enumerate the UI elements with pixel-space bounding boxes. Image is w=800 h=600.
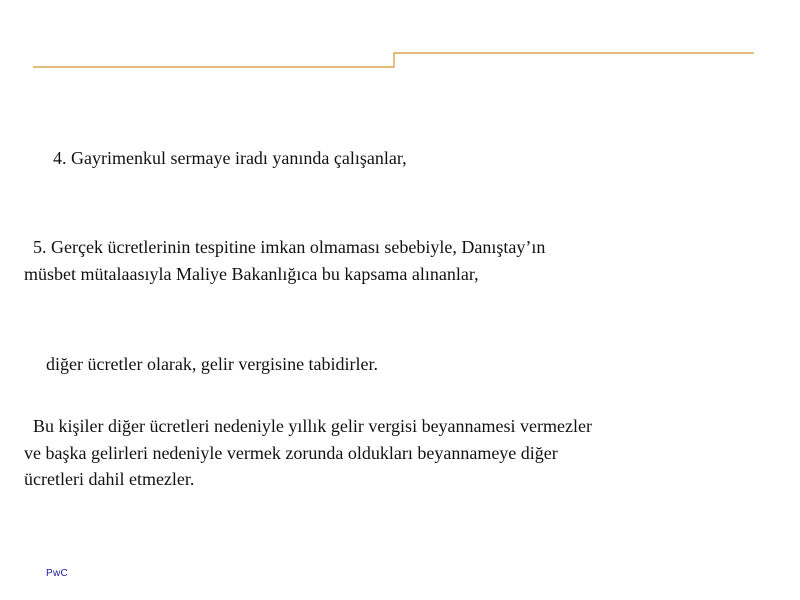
item-4-text xyxy=(53,145,753,172)
conclusion-text xyxy=(46,351,746,378)
pwc-logo: PwC xyxy=(46,568,69,579)
note-line-1: Bu kişiler diğer ücretleri nedeniyle yıllık gelir vergisi beyannamesi vermezler xyxy=(24,416,592,436)
item-5-line-1: 5. Gerçek ücretlerinin tespitine imkan olmaması sebebiyle, Danıştay’ın xyxy=(24,237,546,257)
note-text xyxy=(24,413,754,493)
item-4-line: 4. Gayrimenkul sermaye iradı yanında çalışanlar, xyxy=(53,148,407,168)
header-rule-line xyxy=(33,53,754,67)
item-5-line-2: müsbet mütalaasıyla Maliye Bakanlığıca bu kapsama alınanlar, xyxy=(24,263,479,284)
note-line-3: ücretleri dahil etmezler. xyxy=(24,469,195,489)
conclusion-line: diğer ücretler olarak, gelir vergisine tabidirler. xyxy=(46,354,379,374)
header-step-rule xyxy=(0,0,800,80)
note-line-2: ve başka gelirleri nedeniyle vermek zorunda oldukları beyannameye diğer xyxy=(24,442,558,463)
item-5-text xyxy=(24,234,744,287)
